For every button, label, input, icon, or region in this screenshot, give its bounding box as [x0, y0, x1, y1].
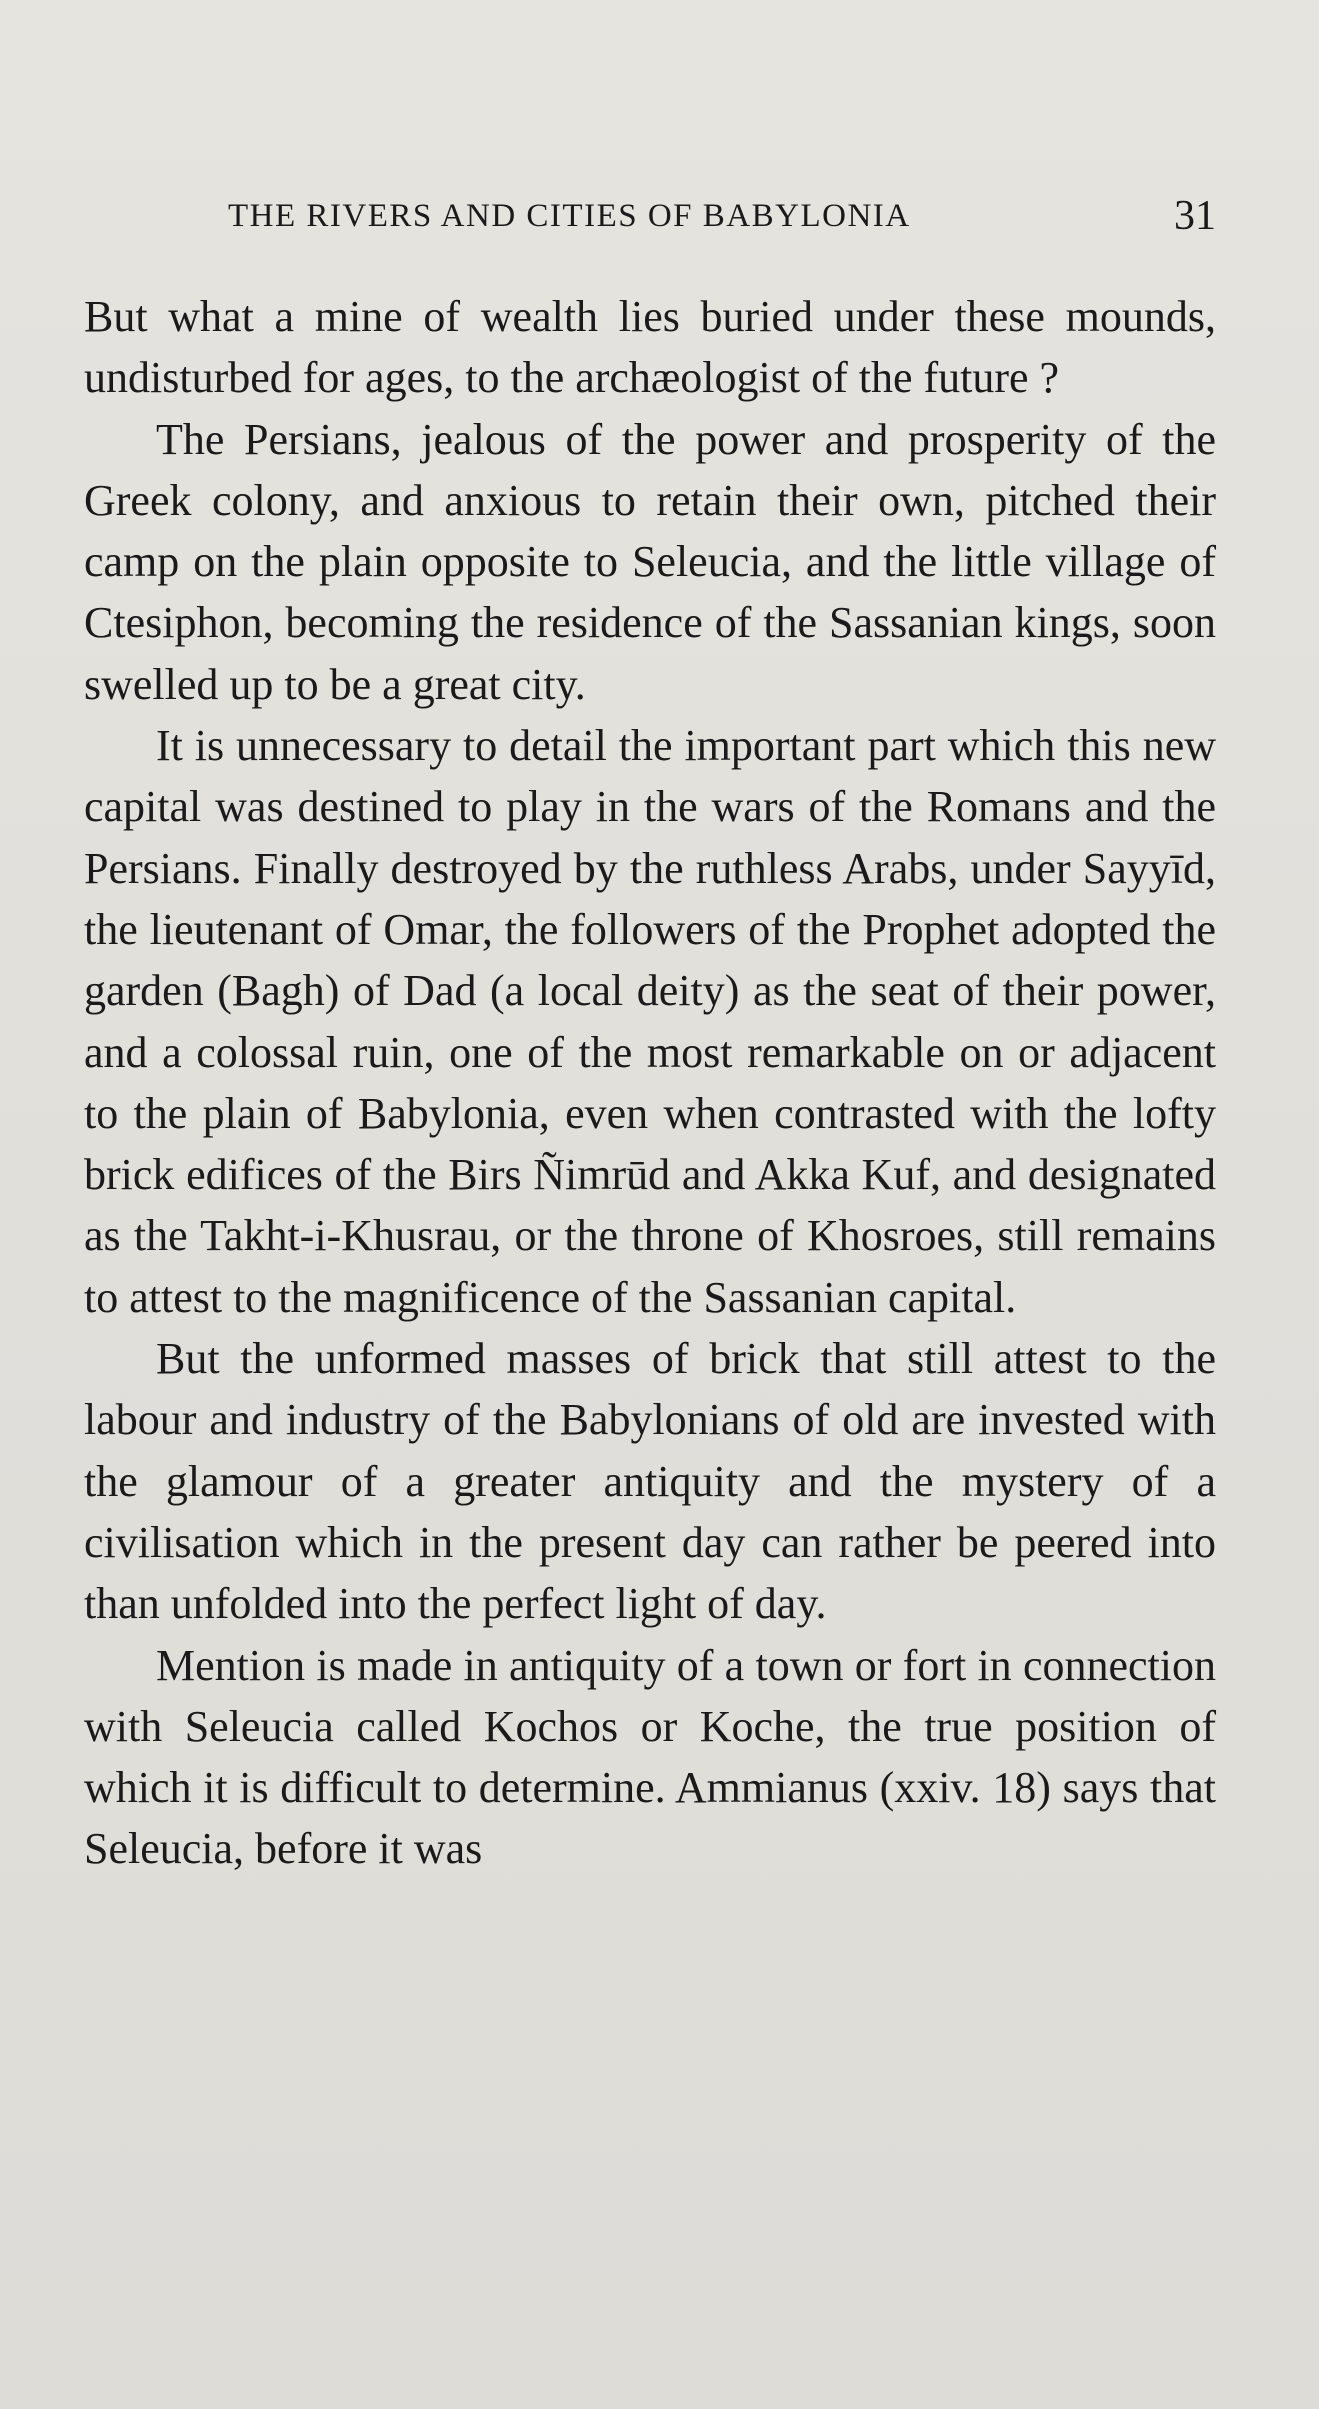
paragraph-1: But what a mine of wealth lies buried under these mounds, undisturbed for ages, to the archæologist of the future ? [84, 292, 1216, 403]
page-number: 31 [1174, 193, 1216, 239]
paragraph-5: Mention is made in antiquity of a town or fort in connection with Seleucia called Kochos or Koche, the true position of which it is difficult to determine. Ammianus (xxiv. 18) says that Seleucia, before it was [84, 1640, 1216, 1874]
running-head [84, 192, 1216, 242]
paragraph-3: It is unnecessary to detail the important part which this new capital was destined to play in the wars of the Romans and the Persians. Finally destroyed by the ruthless Arabs, under Sayyīd, the lieutenant of Omar, the followers of the Prophet adopted the garden (Bagh) of Dad (a local deity) as the seat of their power, and a colossal ruin, one of the most remarkable on or adjacent to the plain of Babylonia, even when contrasted with the lofty brick edifices of the Birs Ñimrūd and Akka Kuf, and designated as the Takht-i-Khusrau, or the throne of Khosroes, still remains to attest to the magnificence of the Sassanian capital. [84, 721, 1216, 1322]
running-title: THE RIVERS AND CITIES OF BABYLONIA [228, 198, 911, 234]
paragraph-4: But the unformed masses of brick that still attest to the labour and industry of the Babylonians of old are invested with the glamour of a greater antiquity and the mystery of a civilisation which in the present day can rather be peered into than unfolded into the perfect light of day. [84, 1334, 1216, 1629]
paragraph-2: The Persians, jealous of the power and prosperity of the Greek colony, and anxious to retain their own, pitched their camp on the plain opposite to Seleucia, and the little village of Ctesiphon, becoming the residence of the Sassanian kings, soon swelled up to be a great city. [84, 414, 1216, 709]
body-text [84, 286, 1216, 1880]
